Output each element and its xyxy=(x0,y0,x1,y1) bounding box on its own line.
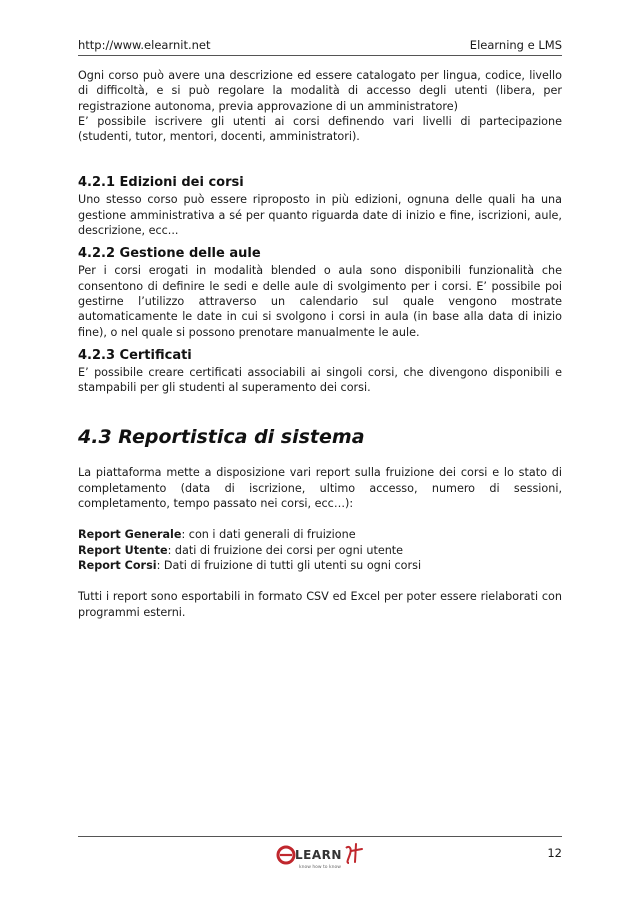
report-description: : Dati di fruizione di tutti gli utenti su ogni corsi xyxy=(156,558,422,572)
section-heading: 4.2.3 Certificati xyxy=(78,347,192,363)
section-paragraph: Uno stesso corso può essere riproposto in più edizioni, ognuna delle quali ha una gestione amministrativa a sé per quanto riguarda date di inizio e fine, iscrizioni, aule, descrizione, ecc... xyxy=(78,193,562,238)
main-section-intro: La piattaforma mette a disposizione vari report sulla fruizione dei corsi e lo stato di completamento (data di iscrizione, ultimo accesso, numero di sessioni, completamento, tempo passato nei corsi, ecc…): xyxy=(78,466,562,511)
report-label: Report Generale xyxy=(78,528,182,542)
report-item xyxy=(78,558,562,573)
section-paragraph: E’ possibile creare certificati associabili ai singoli corsi, che divengono disponibili e stampabili per gli studenti al superamento dei corsi. xyxy=(78,365,562,395)
elearnit-logo xyxy=(276,842,368,872)
report-description: : dati di fruizione dei corsi per ogni utente xyxy=(167,543,404,557)
header-url[interactable]: http://www.elearnit.net xyxy=(78,38,211,52)
intro-paragraph: E’ possibile iscrivere gli utenti ai corsi definendo vari livelli di partecipazione (studenti, tutor, mentori, docenti, amministratori). xyxy=(78,114,562,144)
page-number: 12 xyxy=(547,846,562,860)
header-title: Elearning e LMS xyxy=(469,38,562,52)
report-description: : con i dati generali di fruizione xyxy=(181,528,356,542)
report-item xyxy=(78,527,562,542)
report-label: Report Utente xyxy=(78,543,168,557)
page-content xyxy=(78,68,562,620)
elearnit-logo-icon xyxy=(276,842,368,872)
section-heading: 4.2.2 Gestione delle aule xyxy=(78,246,261,262)
closing-paragraph: Tutti i report sono esportabili in formato CSV ed Excel per poter essere rielaborati con programmi esterni. xyxy=(78,590,562,619)
section-heading: 4.2.1 Edizioni dei corsi xyxy=(78,175,244,191)
logo-tagline: know how to know xyxy=(299,865,341,870)
main-section-heading: 4.3 Reportistica di sistema xyxy=(78,426,365,449)
intro-paragraph: Ogni corso può avere una descrizione ed essere catalogato per lingua, codice, livello di difficoltà, e si può regolare la modalità di accesso degli utenti (libera, per registrazione autonoma, previa approvazione di un amministratore) xyxy=(78,69,562,113)
logo-wordmark: LEARN xyxy=(295,848,342,862)
footer-divider xyxy=(78,836,562,837)
page-header xyxy=(78,38,562,54)
header-divider xyxy=(78,55,562,56)
report-label: Report Corsi xyxy=(78,558,157,572)
report-item xyxy=(78,543,562,558)
section-paragraph: Per i corsi erogati in modalità blended o aula sono disponibili funzionalità che consentono di definire le sedi e delle aule di svolgimento per i corsi. E’ possibile poi gestirne l’utilizzo attraverso un calendario sul quale vengono mostrate automaticamente le date in cui si svolgono i corsi in aula (in base alla data di inizio fine), o nel quale si possono prenotare manualmente le aule. xyxy=(78,264,562,339)
